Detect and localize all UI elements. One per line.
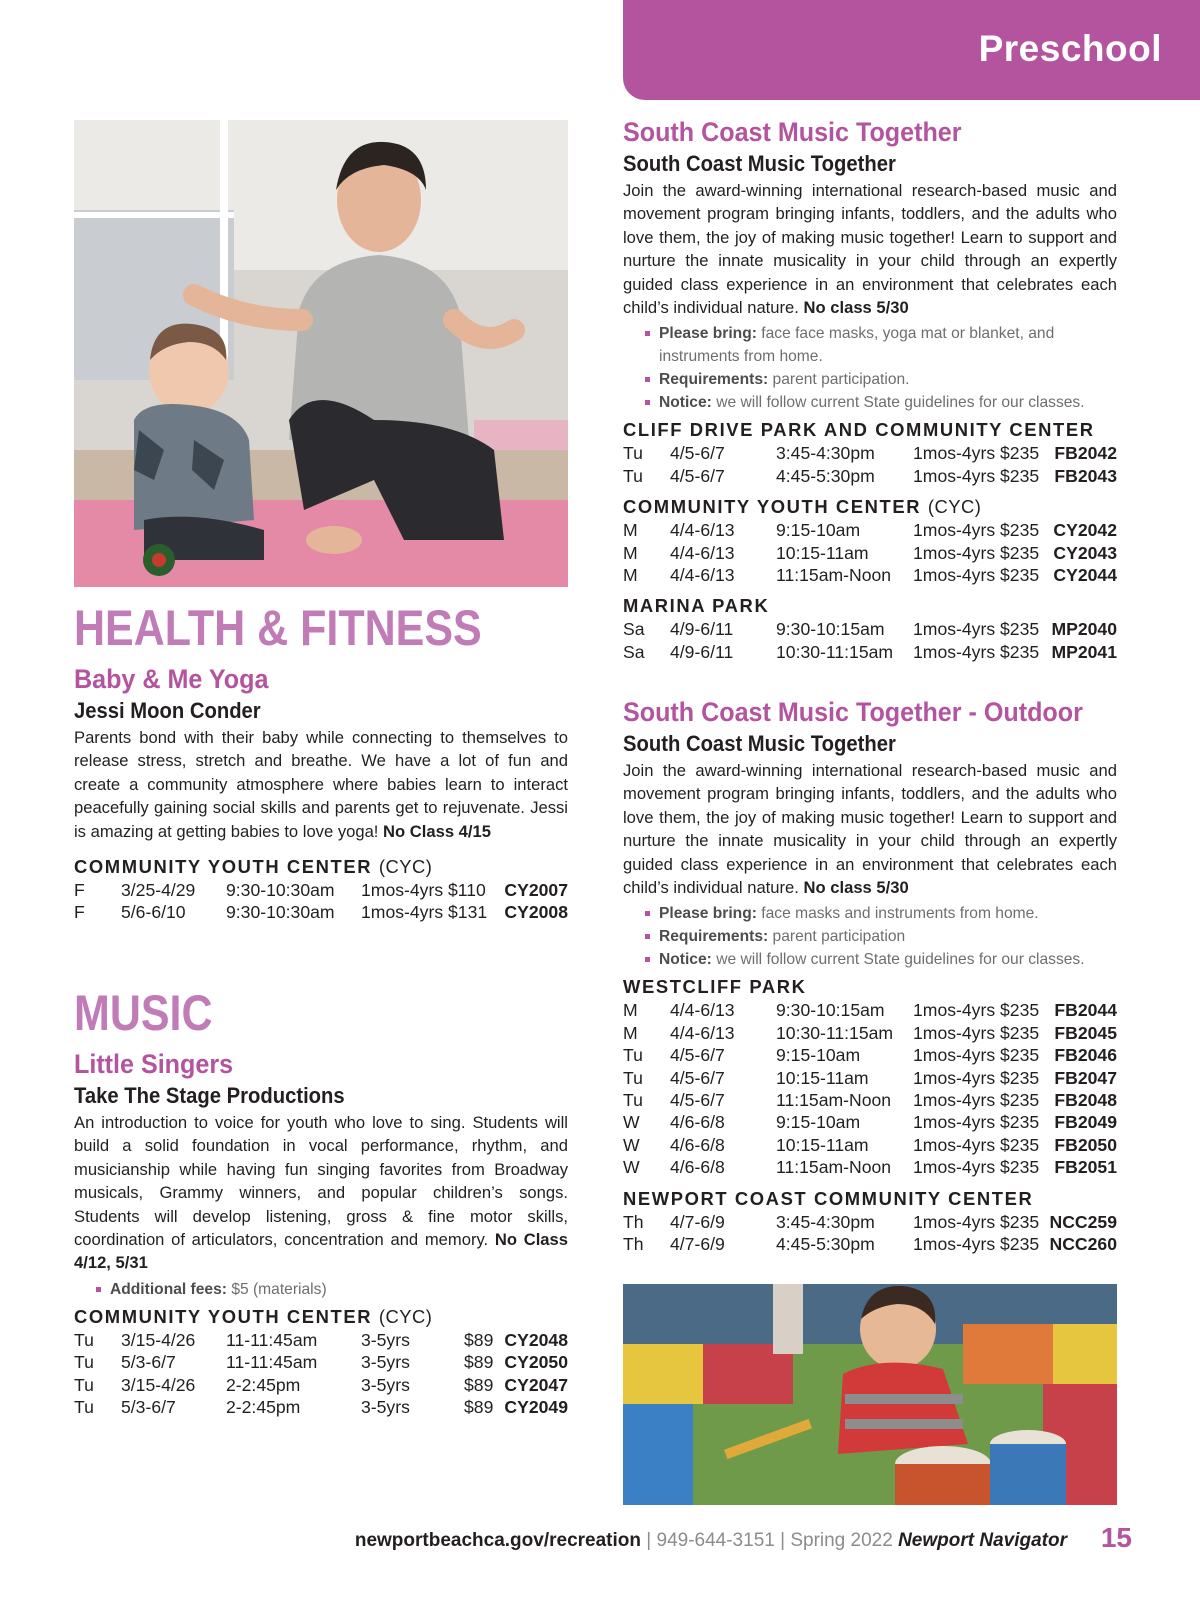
page-footer <box>355 1530 1067 1552</box>
health-fitness-section <box>74 600 568 924</box>
footer-url[interactable]: newportbeachca.gov/recreation <box>354 1530 641 1551</box>
row-day: Tu <box>74 1329 94 1350</box>
row-age-fee: 1mos-4yrs $235 <box>913 1157 1040 1178</box>
row-day: W <box>623 1134 640 1155</box>
detail-item <box>623 925 1117 948</box>
detail-text: face masks and instruments from home. <box>761 905 1039 923</box>
schedule-row <box>623 564 1117 586</box>
section-heading: MUSIC <box>74 985 213 1041</box>
row-age: 3-5yrs <box>361 1329 410 1350</box>
row-dates: 4/7-6/9 <box>670 1233 725 1254</box>
schedule-row <box>623 519 1117 541</box>
music-together-outdoor-program <box>623 695 1117 1255</box>
row-time: 9:30-10:30am <box>226 902 335 923</box>
detail-text: we will follow current State guidelines for our classes. <box>716 951 1085 969</box>
detail-label: Notice: <box>659 951 712 969</box>
footer-publication: Newport Navigator <box>898 1530 1067 1551</box>
schedule-row <box>623 465 1117 487</box>
row-day: Tu <box>74 1374 94 1395</box>
detail-item <box>623 368 1117 391</box>
description-text: Parents bond with their baby while connecting to themselves to release stress, stretch and breathe. We have a lot of fun and create a community atmosphere where babies learn to interact peacefully gaining social skills and parents get to rejuvenate. Jessi is amazing at getting babies to love yoga! <box>74 728 568 841</box>
schedule-table <box>623 442 1117 487</box>
detail-item <box>623 391 1117 414</box>
row-dates: 5/6-6/10 <box>121 902 186 923</box>
footer-phone: 949-644-3151 <box>656 1530 775 1551</box>
row-price: $89 <box>464 1374 494 1395</box>
row-age-fee: 1mos-4yrs $235 <box>913 619 1040 640</box>
location-name: CLIFF DRIVE PARK AND COMMUNITY CENTER <box>623 419 1095 441</box>
row-course-code: MP2040 <box>1051 619 1117 640</box>
row-time: 11:15am-Noon <box>776 565 892 585</box>
row-age-fee: 1mos-4yrs $235 <box>913 1067 1040 1088</box>
location-name: COMMUNITY YOUTH CENTER <box>74 856 373 878</box>
footer-separator: | <box>646 1530 652 1551</box>
program-instructor: Take The Stage Productions <box>74 1083 345 1108</box>
row-day: Tu <box>74 1352 94 1373</box>
program-note: No class 5/30 <box>803 878 909 898</box>
schedule-row <box>623 442 1117 464</box>
row-age-fee: 1mos-4yrs $235 <box>913 443 1040 464</box>
music-together-program <box>623 115 1117 663</box>
location-heading <box>623 418 1117 442</box>
location-name: COMMUNITY YOUTH CENTER <box>74 1305 373 1327</box>
schedule-row <box>623 1111 1117 1133</box>
row-age-fee: 1mos-4yrs $235 <box>913 1000 1040 1021</box>
row-time: 10:30-11:15am <box>776 1022 894 1043</box>
row-day: M <box>623 1022 638 1043</box>
row-course-code: CY2044 <box>1053 565 1117 585</box>
row-age-fee: 1mos-4yrs $235 <box>913 641 1040 662</box>
program-description <box>623 179 1117 319</box>
schedule-table <box>623 1211 1117 1256</box>
row-day: M <box>623 565 638 585</box>
row-dates: 4/5-6/7 <box>670 465 725 486</box>
row-day: Tu <box>623 1045 643 1066</box>
schedule-table <box>623 999 1117 1178</box>
row-day: F <box>74 880 85 901</box>
page-number: 15 <box>1100 1522 1132 1553</box>
row-age: 3-5yrs <box>361 1397 410 1418</box>
row-age-fee: 1mos-4yrs $235 <box>913 1211 1040 1232</box>
row-day: F <box>74 902 85 923</box>
schedule-table <box>74 879 568 924</box>
row-dates: 4/4-6/13 <box>670 1000 735 1021</box>
row-time: 9:30-10:15am <box>776 619 885 640</box>
row-dates: 4/6-6/8 <box>670 1157 725 1178</box>
detail-text: $5 (materials) <box>231 1280 327 1298</box>
row-age-fee: 1mos-4yrs $235 <box>913 1134 1040 1155</box>
row-dates: 4/4-6/13 <box>670 1022 735 1043</box>
program-note: No class 5/30 <box>803 298 909 318</box>
detail-item <box>623 902 1117 925</box>
row-time: 9:30-10:30am <box>226 880 335 901</box>
schedule-row <box>74 901 568 923</box>
location-heading <box>623 975 1117 999</box>
row-course-code: NCC260 <box>1049 1233 1117 1254</box>
schedule-row <box>623 1211 1117 1233</box>
detail-text: parent participation. <box>772 371 910 389</box>
row-dates: 3/25-4/29 <box>121 880 196 901</box>
program-title: Baby & Me Yoga <box>74 664 269 694</box>
row-day: W <box>623 1157 640 1178</box>
description-text: Join the award-winning international research-based music and movement program bringing infants, toddlers, and the adults who love them, the joy of making music together! Learn to support and nurture the innate musicality in your child through an expertly guided class experience in an environment that celebrates each child’s individual nature. <box>623 761 1117 898</box>
row-dates: 4/5-6/7 <box>670 1067 725 1088</box>
program-description <box>623 759 1117 899</box>
row-course-code: CY2008 <box>504 902 568 923</box>
detail-text: we will follow current State guidelines for our classes. <box>716 394 1085 412</box>
row-price: $89 <box>464 1329 494 1350</box>
section-tab <box>623 0 1200 100</box>
schedule-row <box>74 1396 568 1418</box>
row-price: $89 <box>464 1352 494 1373</box>
row-dates: 3/15-4/26 <box>121 1329 196 1350</box>
music-section <box>74 985 568 1418</box>
location-heading <box>74 1305 568 1329</box>
schedule-row <box>623 542 1117 564</box>
detail-item <box>623 948 1117 971</box>
row-age-fee: 1mos-4yrs $235 <box>913 1233 1040 1254</box>
location-heading <box>74 855 568 879</box>
row-time: 11:15am-Noon <box>776 1090 892 1110</box>
program-description <box>74 1111 568 1275</box>
row-dates: 4/6-6/8 <box>670 1134 725 1155</box>
row-age-fee: 1mos-4yrs $235 <box>913 1022 1040 1043</box>
program-details <box>623 322 1117 414</box>
footer-season: Spring 2022 <box>790 1530 893 1551</box>
program-note: No Class 4/15 <box>383 821 491 841</box>
row-time: 4:45-5:30pm <box>776 465 875 486</box>
row-time: 9:15-10am <box>776 520 861 541</box>
row-course-code: NCC259 <box>1049 1211 1117 1232</box>
row-age-fee: 1mos-4yrs $110 <box>361 880 486 901</box>
row-day: Tu <box>623 465 643 486</box>
row-dates: 4/7-6/9 <box>670 1211 725 1232</box>
row-dates: 4/6-6/8 <box>670 1112 725 1133</box>
location-suffix: (CYC) <box>927 496 982 518</box>
row-dates: 4/5-6/7 <box>670 443 725 464</box>
detail-text: parent participation <box>772 928 906 946</box>
row-course-code: FB2049 <box>1054 1112 1117 1133</box>
row-day: Tu <box>74 1397 94 1418</box>
row-course-code: CY2050 <box>504 1352 568 1373</box>
row-day: M <box>623 542 638 563</box>
row-age-fee: 1mos-4yrs $235 <box>913 520 1040 541</box>
row-age: 3-5yrs <box>361 1352 410 1373</box>
schedule-row <box>74 1329 568 1351</box>
row-day: Th <box>623 1211 644 1232</box>
row-course-code: FB2045 <box>1054 1022 1117 1043</box>
description-text: Join the award-winning international research-based music and movement program bringing infants, toddlers, and the adults who love them, the joy of making music together! Learn to support and nurture the innate musicality in your child through an expertly guided class experience in an environment that celebrates each child’s individual nature. <box>623 181 1117 318</box>
schedule-table <box>623 618 1117 663</box>
location-name: MARINA PARK <box>623 595 770 617</box>
row-day: Sa <box>623 641 645 662</box>
detail-label: Please bring: <box>659 905 757 923</box>
schedule-row <box>623 1233 1117 1255</box>
row-course-code: FB2050 <box>1054 1134 1117 1155</box>
row-dates: 4/4-6/13 <box>670 520 735 541</box>
section-heading: HEALTH & FITNESS <box>74 600 482 656</box>
row-course-code: MP2041 <box>1051 641 1117 662</box>
row-dates: 5/3-6/7 <box>121 1352 176 1373</box>
program-instructor: Jessi Moon Conder <box>74 698 261 723</box>
row-time: 3:45-4:30pm <box>776 1211 875 1232</box>
row-day: Tu <box>623 1090 643 1110</box>
row-time: 11-11:45am <box>226 1329 318 1350</box>
row-day: M <box>623 520 638 541</box>
location-name: WESTCLIFF PARK <box>623 976 807 998</box>
row-time: 3:45-4:30pm <box>776 443 875 464</box>
row-day: Sa <box>623 619 645 640</box>
detail-label: Requirements: <box>659 371 769 389</box>
row-time: 11-11:45am <box>226 1352 318 1373</box>
row-course-code: CY2047 <box>504 1374 568 1395</box>
row-dates: 4/5-6/7 <box>670 1045 725 1066</box>
location-heading <box>623 594 1117 618</box>
row-course-code: FB2042 <box>1054 443 1117 464</box>
row-time: 2-2:45pm <box>226 1374 301 1395</box>
row-course-code: CY2043 <box>1053 542 1117 563</box>
row-course-code: FB2051 <box>1054 1157 1117 1178</box>
row-time: 9:15-10am <box>776 1045 861 1066</box>
schedule-row <box>74 1351 568 1373</box>
row-time: 4:45-5:30pm <box>776 1233 875 1254</box>
row-dates: 4/9-6/11 <box>670 641 734 662</box>
schedule-row <box>623 1156 1117 1178</box>
row-price: $89 <box>464 1397 494 1418</box>
schedule-row <box>74 1374 568 1396</box>
row-course-code: FB2047 <box>1054 1067 1117 1088</box>
row-dates: 4/4-6/13 <box>670 565 735 585</box>
schedule-row <box>623 1044 1117 1066</box>
row-course-code: FB2048 <box>1054 1090 1117 1110</box>
location-name: NEWPORT COAST COMMUNITY CENTER <box>623 1187 1034 1209</box>
row-time: 10:15-11am <box>776 1067 869 1088</box>
row-age-fee: 1mos-4yrs $235 <box>913 465 1040 486</box>
row-day: Th <box>623 1233 644 1254</box>
row-day: Tu <box>623 1067 643 1088</box>
row-age: 3-5yrs <box>361 1374 410 1395</box>
row-course-code: FB2043 <box>1054 465 1117 486</box>
row-dates: 4/9-6/11 <box>670 619 734 640</box>
description-text: An introduction to voice for youth who love to sing. Students will build a solid foundation in vocal performance, rhythm, and musicianship while having fun singing favorites from Broadway musicals, Grammy winners, and popular children’s songs. Students will develop listening, gross & fine motor skills, coordination of articulators, concentration and memory. <box>74 1113 568 1250</box>
schedule-row <box>623 641 1117 663</box>
program-title: Little Singers <box>74 1049 234 1079</box>
row-course-code: CY2048 <box>504 1329 568 1350</box>
schedule-row <box>623 1089 1117 1111</box>
row-time: 10:15-11am <box>776 1134 869 1155</box>
program-title: South Coast Music Together <box>623 117 962 147</box>
location-suffix: (CYC) <box>378 856 433 878</box>
row-day: M <box>623 1000 638 1021</box>
row-day: Tu <box>623 443 643 464</box>
row-dates: 4/4-6/13 <box>670 542 735 563</box>
schedule-table <box>623 519 1117 586</box>
row-day: W <box>623 1112 640 1133</box>
toddler-music-photo <box>623 1284 1117 1505</box>
section-tab-label: Preschool <box>978 28 1162 69</box>
location-heading <box>623 1187 1117 1211</box>
detail-label: Requirements: <box>659 928 769 946</box>
program-instructor: South Coast Music Together <box>623 151 896 176</box>
row-time: 10:30-11:15am <box>776 641 894 662</box>
location-suffix: (CYC) <box>378 1305 433 1327</box>
program-instructor: South Coast Music Together <box>623 731 896 756</box>
row-age-fee: 1mos-4yrs $235 <box>913 1045 1040 1066</box>
row-course-code: CY2007 <box>504 880 568 901</box>
row-course-code: FB2046 <box>1054 1045 1117 1066</box>
row-age-fee: 1mos-4yrs $235 <box>913 565 1040 585</box>
row-course-code: CY2042 <box>1053 520 1117 541</box>
schedule-row <box>623 999 1117 1021</box>
schedule-row <box>623 1134 1117 1156</box>
schedule-row <box>74 879 568 901</box>
row-time: 11:15am-Noon <box>776 1157 892 1178</box>
program-details <box>623 902 1117 971</box>
row-dates: 4/5-6/7 <box>670 1090 725 1110</box>
program-details <box>74 1278 568 1301</box>
row-course-code: CY2049 <box>504 1397 568 1418</box>
footer-separator: | <box>780 1530 786 1551</box>
program-note: No Class 4/12, 5/31 <box>74 1230 568 1273</box>
row-course-code: FB2044 <box>1054 1000 1117 1021</box>
location-heading <box>623 495 1117 519</box>
row-age-fee: 1mos-4yrs $235 <box>913 542 1040 563</box>
detail-label: Please bring: <box>659 325 757 343</box>
detail-label: Notice: <box>659 394 712 412</box>
program-title: South Coast Music Together - Outdoor <box>623 697 1083 727</box>
row-time: 9:30-10:15am <box>776 1000 885 1021</box>
detail-item <box>623 322 1117 368</box>
row-age-fee: 1mos-4yrs $131 <box>361 902 488 923</box>
schedule-row <box>623 618 1117 640</box>
row-age-fee: 1mos-4yrs $235 <box>913 1090 1040 1110</box>
schedule-row <box>623 1022 1117 1044</box>
yoga-photo <box>74 120 568 587</box>
program-description <box>74 726 568 843</box>
location-name: COMMUNITY YOUTH CENTER <box>623 496 922 518</box>
row-time: 9:15-10am <box>776 1112 861 1133</box>
row-time: 2-2:45pm <box>226 1397 301 1418</box>
row-dates: 3/15-4/26 <box>121 1374 196 1395</box>
detail-text: face face masks, yoga mat or blanket, and instruments from home. <box>659 325 1055 366</box>
row-dates: 5/3-6/7 <box>121 1397 176 1418</box>
detail-label: Additional fees: <box>110 1280 227 1298</box>
schedule-row <box>623 1067 1117 1089</box>
detail-item <box>74 1278 568 1301</box>
row-time: 10:15-11am <box>776 542 869 563</box>
row-age-fee: 1mos-4yrs $235 <box>913 1112 1040 1133</box>
schedule-table <box>74 1329 568 1419</box>
